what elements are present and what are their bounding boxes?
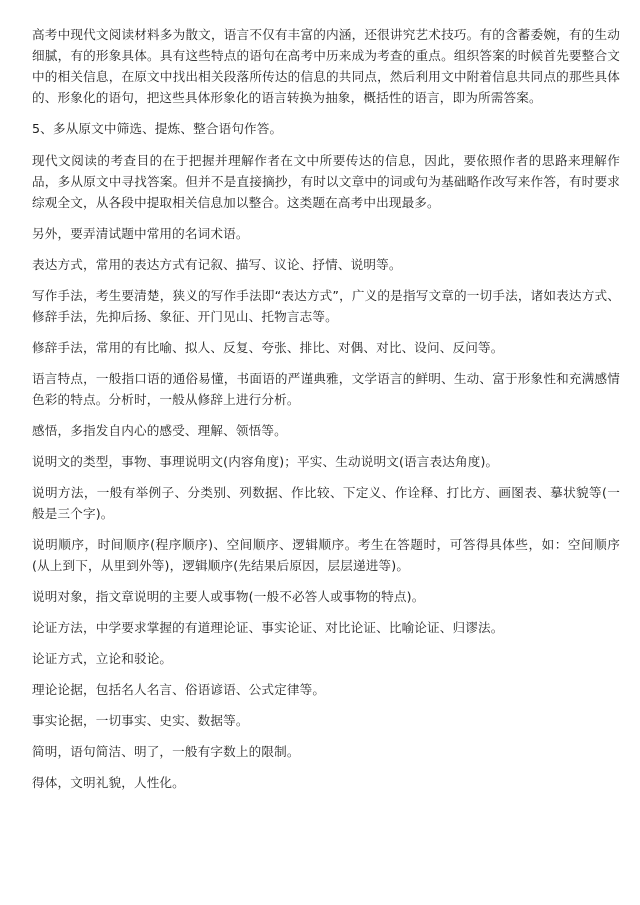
- term-appropriate: 得体，文明礼貌，人性化。: [32, 775, 185, 790]
- term-language-features: 语言特点，一般指口语的通俗易懂，书面语的严谨典雅，文学语言的鲜明、生动、富于形象性和充满感情色彩的特点。分析时，一般从修辞上进行分析。: [32, 371, 620, 407]
- term-theoretical-evidence: 理论论据，包括名人名言、俗语谚语、公式定律等。: [32, 682, 326, 697]
- term-writing-technique: 写作手法，考生要清楚，狭义的写作手法即“表达方式”，广义的是指写文章的一切手法，诸如表达方式、修辞手法，先抑后扬、象征、开门见山、托物言志等。: [32, 288, 620, 324]
- term-insight: 感悟，多指发自内心的感受、理解、领悟等。: [32, 423, 287, 438]
- term-rhetoric: 修辞手法，常用的有比喻、拟人、反复、夸张、排比、对偶、对比、设问、反问等。: [32, 340, 504, 355]
- term-argument-methods: 论证方法，中学要求掌握的有道理论证、事实论证、对比论证、比喻论证、归谬法。: [32, 620, 504, 635]
- section-heading-5: 5、多从原文中筛选、提炼、整合语句作答。: [32, 121, 283, 136]
- term-factual-evidence: 事实论据，一切事实、史实、数据等。: [32, 713, 249, 728]
- term-explanation-order: 说明顺序，时间顺序(程序顺序)、空间顺序、逻辑顺序。考生在答题时，可答得具体些，如：空间顺序(从上到下，从里到外等)，逻辑顺序(先结果后原因，层层递进等)。: [32, 537, 620, 573]
- term-expository-types: 说明文的类型，事物、事理说明文(内容角度)；平实、生动说明文(语言表达角度)。: [32, 454, 499, 469]
- term-explanation-object: 说明对象，指文章说明的主要人或事物(一般不必答人或事物的特点)。: [32, 589, 425, 604]
- term-concise: 简明，语句简洁、明了，一般有字数上的限制。: [32, 744, 300, 759]
- terms-intro: 另外，要弄清试题中常用的名词术语。: [32, 226, 249, 241]
- term-expression-mode: 表达方式，常用的表达方式有记叙、描写、议论、抒情、说明等。: [32, 257, 402, 272]
- section-5-paragraph: 现代文阅读的考查目的在于把握并理解作者在文中所要传达的信息，因此，要依照作者的思路来理解作品，多从原文中寻找答案。但并不是直接摘抄，有时以文章中的词或句为基础略作改写来作答，有时要求综观全文，从各段中提取相关信息加以整合。这类题在高考中出现最多。: [32, 153, 620, 210]
- term-argument-forms: 论证方式，立论和驳论。: [32, 651, 173, 666]
- intro-paragraph: 高考中现代文阅读材料多为散文，语言不仅有丰富的内涵，还很讲究艺术技巧。有的含蓄委婉，有的生动细腻，有的形象具体。具有这些特点的语句在高考中历来成为考查的重点。组织答案的时候首先要整合文中的相关信息，在原文中找出相关段落所传达的信息的共同点，然后利用文中附着信息共同点的那些具体的、形象化的语句，把这些具体形象化的语言转换为抽象，概括性的语言，即为所需答案。: [32, 27, 620, 105]
- term-explanation-methods: 说明方法，一般有举例子、分类别、列数据、作比较、下定义、作诠释、打比方、画图表、摹状貌等(一般是三个字)。: [32, 485, 620, 521]
